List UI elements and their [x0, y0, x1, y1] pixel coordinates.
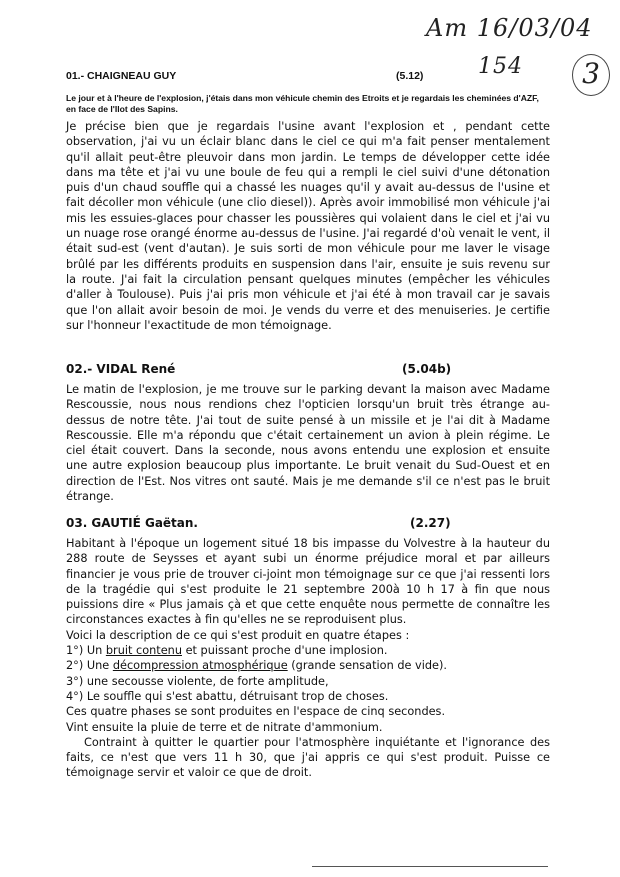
handwritten-number-annotation: 154: [478, 54, 523, 79]
closing-paragraph: Contraint à quitter le quartier pour l'atmosphère inquiétante et l'ignorance des faits, ce n'est que vers 11 h 30, que j'ai appris ce qui s'est produit. Puisse ce témoignage servir et valoir ce que de droit.: [66, 735, 550, 780]
handwritten-date-annotation: Am 16/03/04: [426, 14, 593, 42]
step-item: 3°) une secousse violente, de forte amplitude,: [66, 674, 329, 688]
testimony-section-2: [66, 362, 550, 504]
circled-page-number: 3: [572, 54, 610, 96]
steps-list: [66, 643, 550, 704]
section-heading: [66, 516, 550, 533]
step-item: 2°) Une décompression atmosphérique (grande sensation de vide).: [66, 659, 447, 673]
after-line: Ces quatre phases se sont produites en l'espace de cinq secondes.: [66, 705, 446, 719]
step-item: 1°) Un bruit contenu et puissant proche d'une implosion.: [66, 644, 388, 658]
witness-name: 01.- CHAIGNEAU GUY: [66, 70, 177, 82]
section-heading: [66, 70, 550, 87]
steps-intro: Voici la description de ce qui s'est produit en quatre étapes :: [66, 628, 410, 642]
witness-code: (2.27): [410, 516, 451, 530]
witness-code: (5.04b): [402, 362, 452, 376]
testimony-body: Le matin de l'explosion, je me trouve sur le parking devant la maison avec Madame Rescoussie, nous nous rendions chez l'opticien lorsqu'un bruit très étrange au-dessus de notre tête. J'ai tout de suite pensé à un missile et je l'ai dit à Madame Rescoussie. Elle m'a répondu que c'était certainement un avion à plein régime. Le ciel était couvert. Dans la seconde, nous avons entendu une explosion et ensuite une autre explosion beaucoup plus importante. Le bruit venait du Sud-Ouest et en direction de l'Est. Nos vitres ont sauté. Mais je me demande s'il ce n'est pas le bruit étrange.: [66, 383, 550, 504]
testimony-body: Habitant à l'époque un logement situé 18 bis impasse du Volvestre à la hauteur du 288 route de Seysses et ayant subi un énorme préjudice moral et par ailleurs financier je vous prie de trouver ci-joint mon témoignage sur ce que j'ai ressenti lors de la tragédie qui s'est produite le 21 septembre 200à 10 h 17 à fin que nous puissions dire « Plus jamais çà et que cette enquête nous permette de connaître les circonstances exactes à fin qu'elles ne se reproduisent plus.: [66, 537, 550, 627]
witness-code: (5.12): [396, 70, 424, 82]
bottom-divider: [312, 866, 548, 867]
testimony-body: Je précise bien que je regardais l'usine avant l'explosion et , pendant cette observation, j'ai vu un éclair blanc dans le ciel ce qui m'a fait penser mentalement qu'il allait peut-être pleuvoir dans mon jardin. Le temps de développer cette idée dans ma tête et j'ai vu une boule de feu qui a rempli le ciel suivi d'une détonation puis d'un chaud souffle qui a chassé les nuages qu'il y avait au-dessus de l'usine et fait décoller mon véhicule (une clio diesel)). Après avoir immobilisé mon véhicule j'ai mis les essuies-glaces pour chasser les poussières qui volaient dans le ciel et j'ai vu un nuage rose orangé énorme au-dessus de l'usine. J'ai regardé d'où venait le vent, il était sud-est (vent d'autan). Je suis sorti de mon véhicule pour me laver le visage brûlé par les différents produits en suspension dans l'air, ensuite je suis revenu sur la route. J'ai fait la circulation pensant quelques minutes (empêcher les véhicules d'aller à Toulouse). Puis j'ai pris mon véhicule et j'ai été à mon travail car je savais que l'on allait avoir besoin de moi. Je vends du verre et des menuiseries. Je certifie sur l'honneur l'exactitude de mon témoignage.: [66, 120, 550, 332]
section-intro: Le jour et à l'heure de l'explosion, j'étais dans mon véhicule chemin des Etroits et je regardais les cheminées d'AZF, en face de l'Ilot des Sapins.: [66, 93, 539, 114]
step-item: 4°) Le souffle qui s'est abattu, détruisant trop de choses.: [66, 689, 389, 703]
after-line: Vint ensuite la pluie de terre et de nitrate d'ammonium.: [66, 720, 383, 734]
witness-name: 02.- VIDAL René: [66, 362, 176, 376]
testimony-section-1: [66, 70, 550, 333]
witness-name: 03. GAUTIÉ Gaëtan.: [66, 516, 198, 530]
testimony-section-3: [66, 516, 550, 781]
section-heading: [66, 362, 550, 379]
